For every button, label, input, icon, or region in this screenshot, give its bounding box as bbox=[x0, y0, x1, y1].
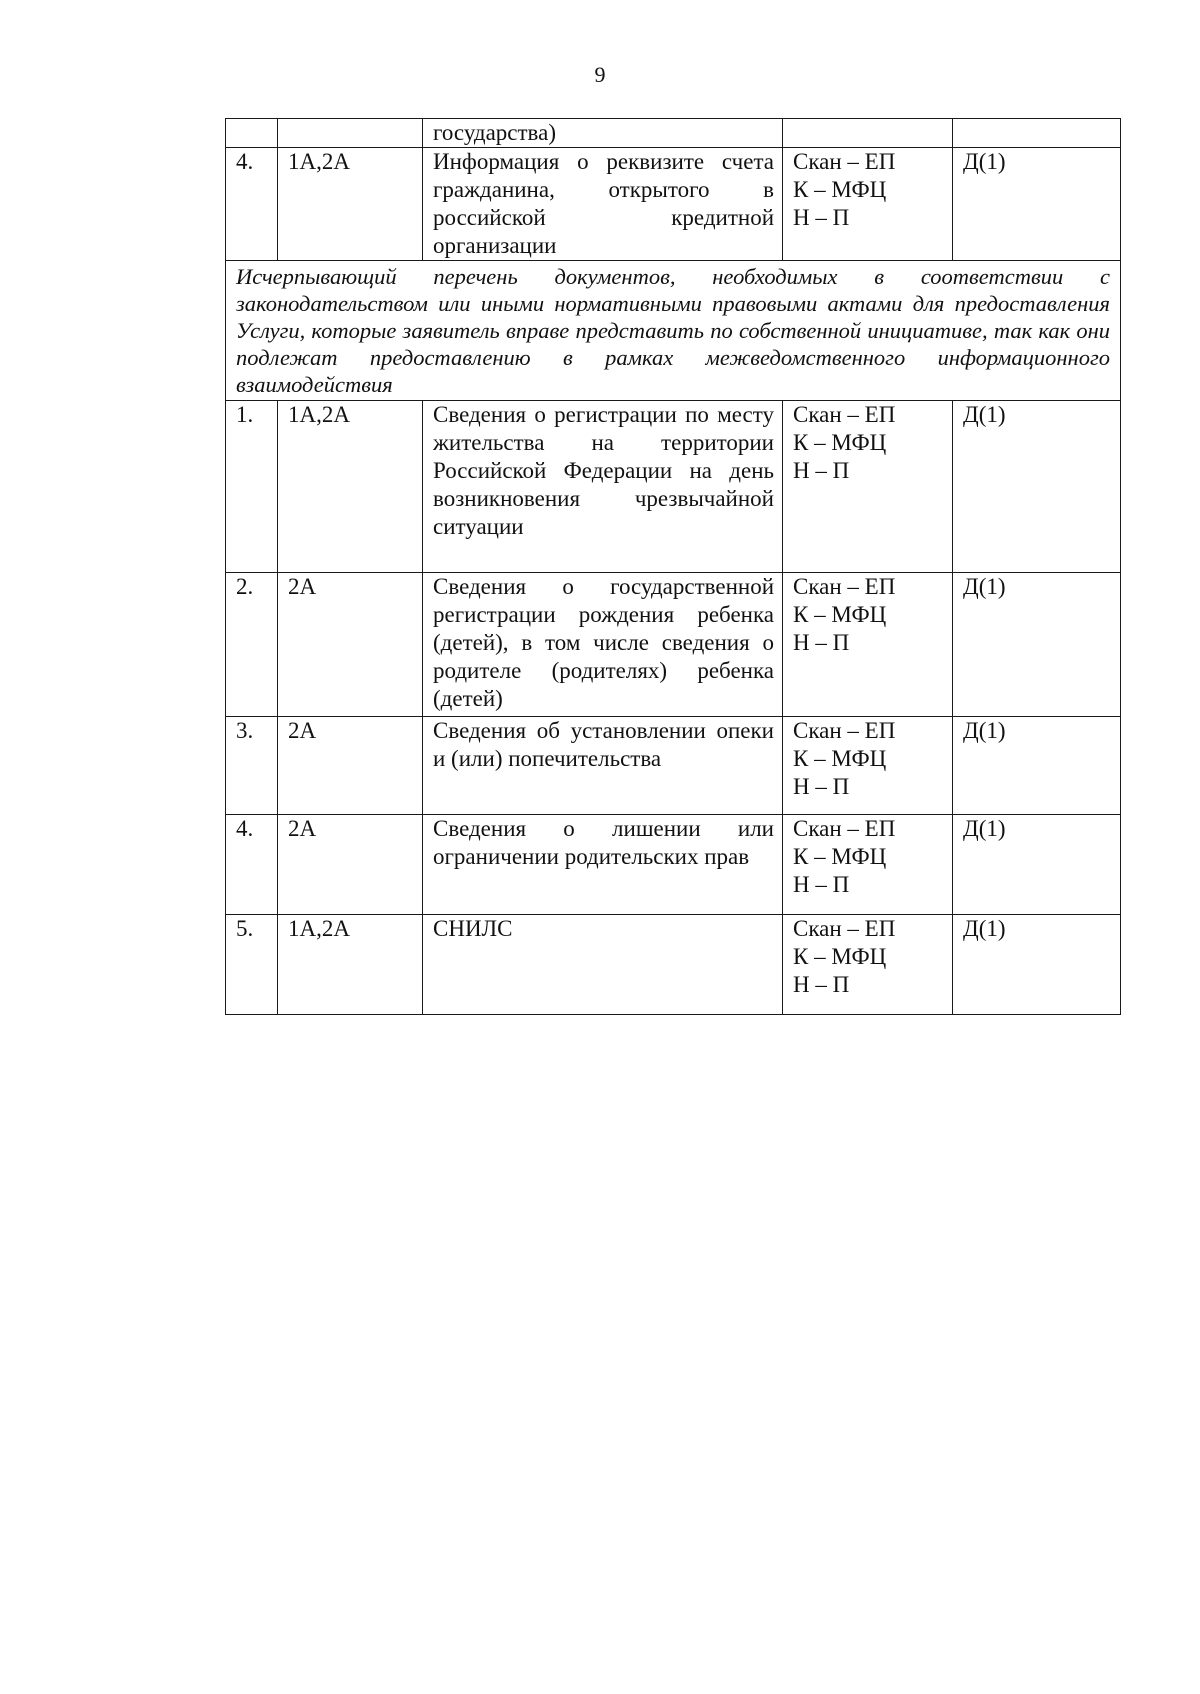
section-heading: Исчерпывающий перечень документов, необходимых в соответствии с законодательством или иными нормативными правовыми актами для предоставления Услуги, которые заявитель вправе представить по собственной инициативе, так как они подлежат предоставлению в рамках межведомственного информационного взаимодействия bbox=[226, 261, 1121, 401]
format-line: К – МФЦ bbox=[793, 430, 887, 455]
cell-num: 4. bbox=[226, 148, 278, 261]
format-line: К – МФЦ bbox=[793, 844, 887, 869]
cell-code: 1А,2А bbox=[278, 401, 423, 573]
cell-num: 2. bbox=[226, 573, 278, 717]
section-heading-row bbox=[226, 261, 1121, 401]
cell-num: 4. bbox=[226, 815, 278, 915]
cell-desc: Сведения о государственной регистрации рождения ребенка (детей), в том числе сведения о родителе (родителях) ребенка (детей) bbox=[423, 573, 783, 717]
format-line: К – МФЦ bbox=[793, 177, 887, 202]
cell-code: 1А,2А bbox=[278, 915, 423, 1015]
cell-result: Д(1) bbox=[953, 915, 1121, 1015]
format-line: Скан – ЕП bbox=[793, 718, 896, 743]
cell-num: 3. bbox=[226, 717, 278, 815]
cell-result: Д(1) bbox=[953, 401, 1121, 573]
format-line: Скан – ЕП bbox=[793, 816, 896, 841]
cell-desc: Сведения о регистрации по месту жительства на территории Российской Федерации на день возникновения чрезвычайной ситуации bbox=[423, 401, 783, 573]
cell-num: 5. bbox=[226, 915, 278, 1015]
format-line: Н – П bbox=[793, 630, 850, 655]
table-row bbox=[226, 915, 1121, 1015]
documents-table bbox=[225, 118, 1121, 1015]
cell-desc: СНИЛС bbox=[423, 915, 783, 1015]
format-line: К – МФЦ bbox=[793, 602, 887, 627]
format-line: Н – П bbox=[793, 774, 850, 799]
format-line: Скан – ЕП bbox=[793, 916, 896, 941]
format-line: Н – П bbox=[793, 458, 850, 483]
cell-desc: государства) bbox=[423, 119, 783, 148]
cell-format bbox=[783, 148, 953, 261]
cell-num bbox=[226, 119, 278, 148]
cell-code: 2А bbox=[278, 717, 423, 815]
cell-format bbox=[783, 915, 953, 1015]
cell-result: Д(1) bbox=[953, 148, 1121, 261]
cell-code: 1А,2А bbox=[278, 148, 423, 261]
cell-desc: Сведения об установлении опеки и (или) попечительства bbox=[423, 717, 783, 815]
format-line: К – МФЦ bbox=[793, 746, 887, 771]
cell-code: 2А bbox=[278, 815, 423, 915]
cell-desc: Информация о реквизите счета гражданина, открытого в российской кредитной организации bbox=[423, 148, 783, 261]
format-line: Скан – ЕП bbox=[793, 574, 896, 599]
page-number: 9 bbox=[594, 62, 606, 87]
format-line: Скан – ЕП bbox=[793, 149, 896, 174]
cell-code bbox=[278, 119, 423, 148]
table-row bbox=[226, 815, 1121, 915]
cell-result: Д(1) bbox=[953, 717, 1121, 815]
cell-result: Д(1) bbox=[953, 815, 1121, 915]
cell-format bbox=[783, 815, 953, 915]
format-line: К – МФЦ bbox=[793, 944, 887, 969]
format-line: Н – П bbox=[793, 872, 850, 897]
table-row bbox=[226, 148, 1121, 261]
table-row-continuation bbox=[226, 119, 1121, 148]
cell-format bbox=[783, 401, 953, 573]
cell-num: 1. bbox=[226, 401, 278, 573]
cell-format bbox=[783, 717, 953, 815]
cell-desc: Сведения о лишении или ограничении родительских прав bbox=[423, 815, 783, 915]
cell-format bbox=[783, 573, 953, 717]
format-line: Скан – ЕП bbox=[793, 402, 896, 427]
format-line: Н – П bbox=[793, 972, 850, 997]
cell-code: 2А bbox=[278, 573, 423, 717]
cell-format bbox=[783, 119, 953, 148]
table-row bbox=[226, 717, 1121, 815]
cell-result: Д(1) bbox=[953, 573, 1121, 717]
table-row bbox=[226, 573, 1121, 717]
cell-result bbox=[953, 119, 1121, 148]
table-row bbox=[226, 401, 1121, 573]
format-line: Н – П bbox=[793, 205, 850, 230]
